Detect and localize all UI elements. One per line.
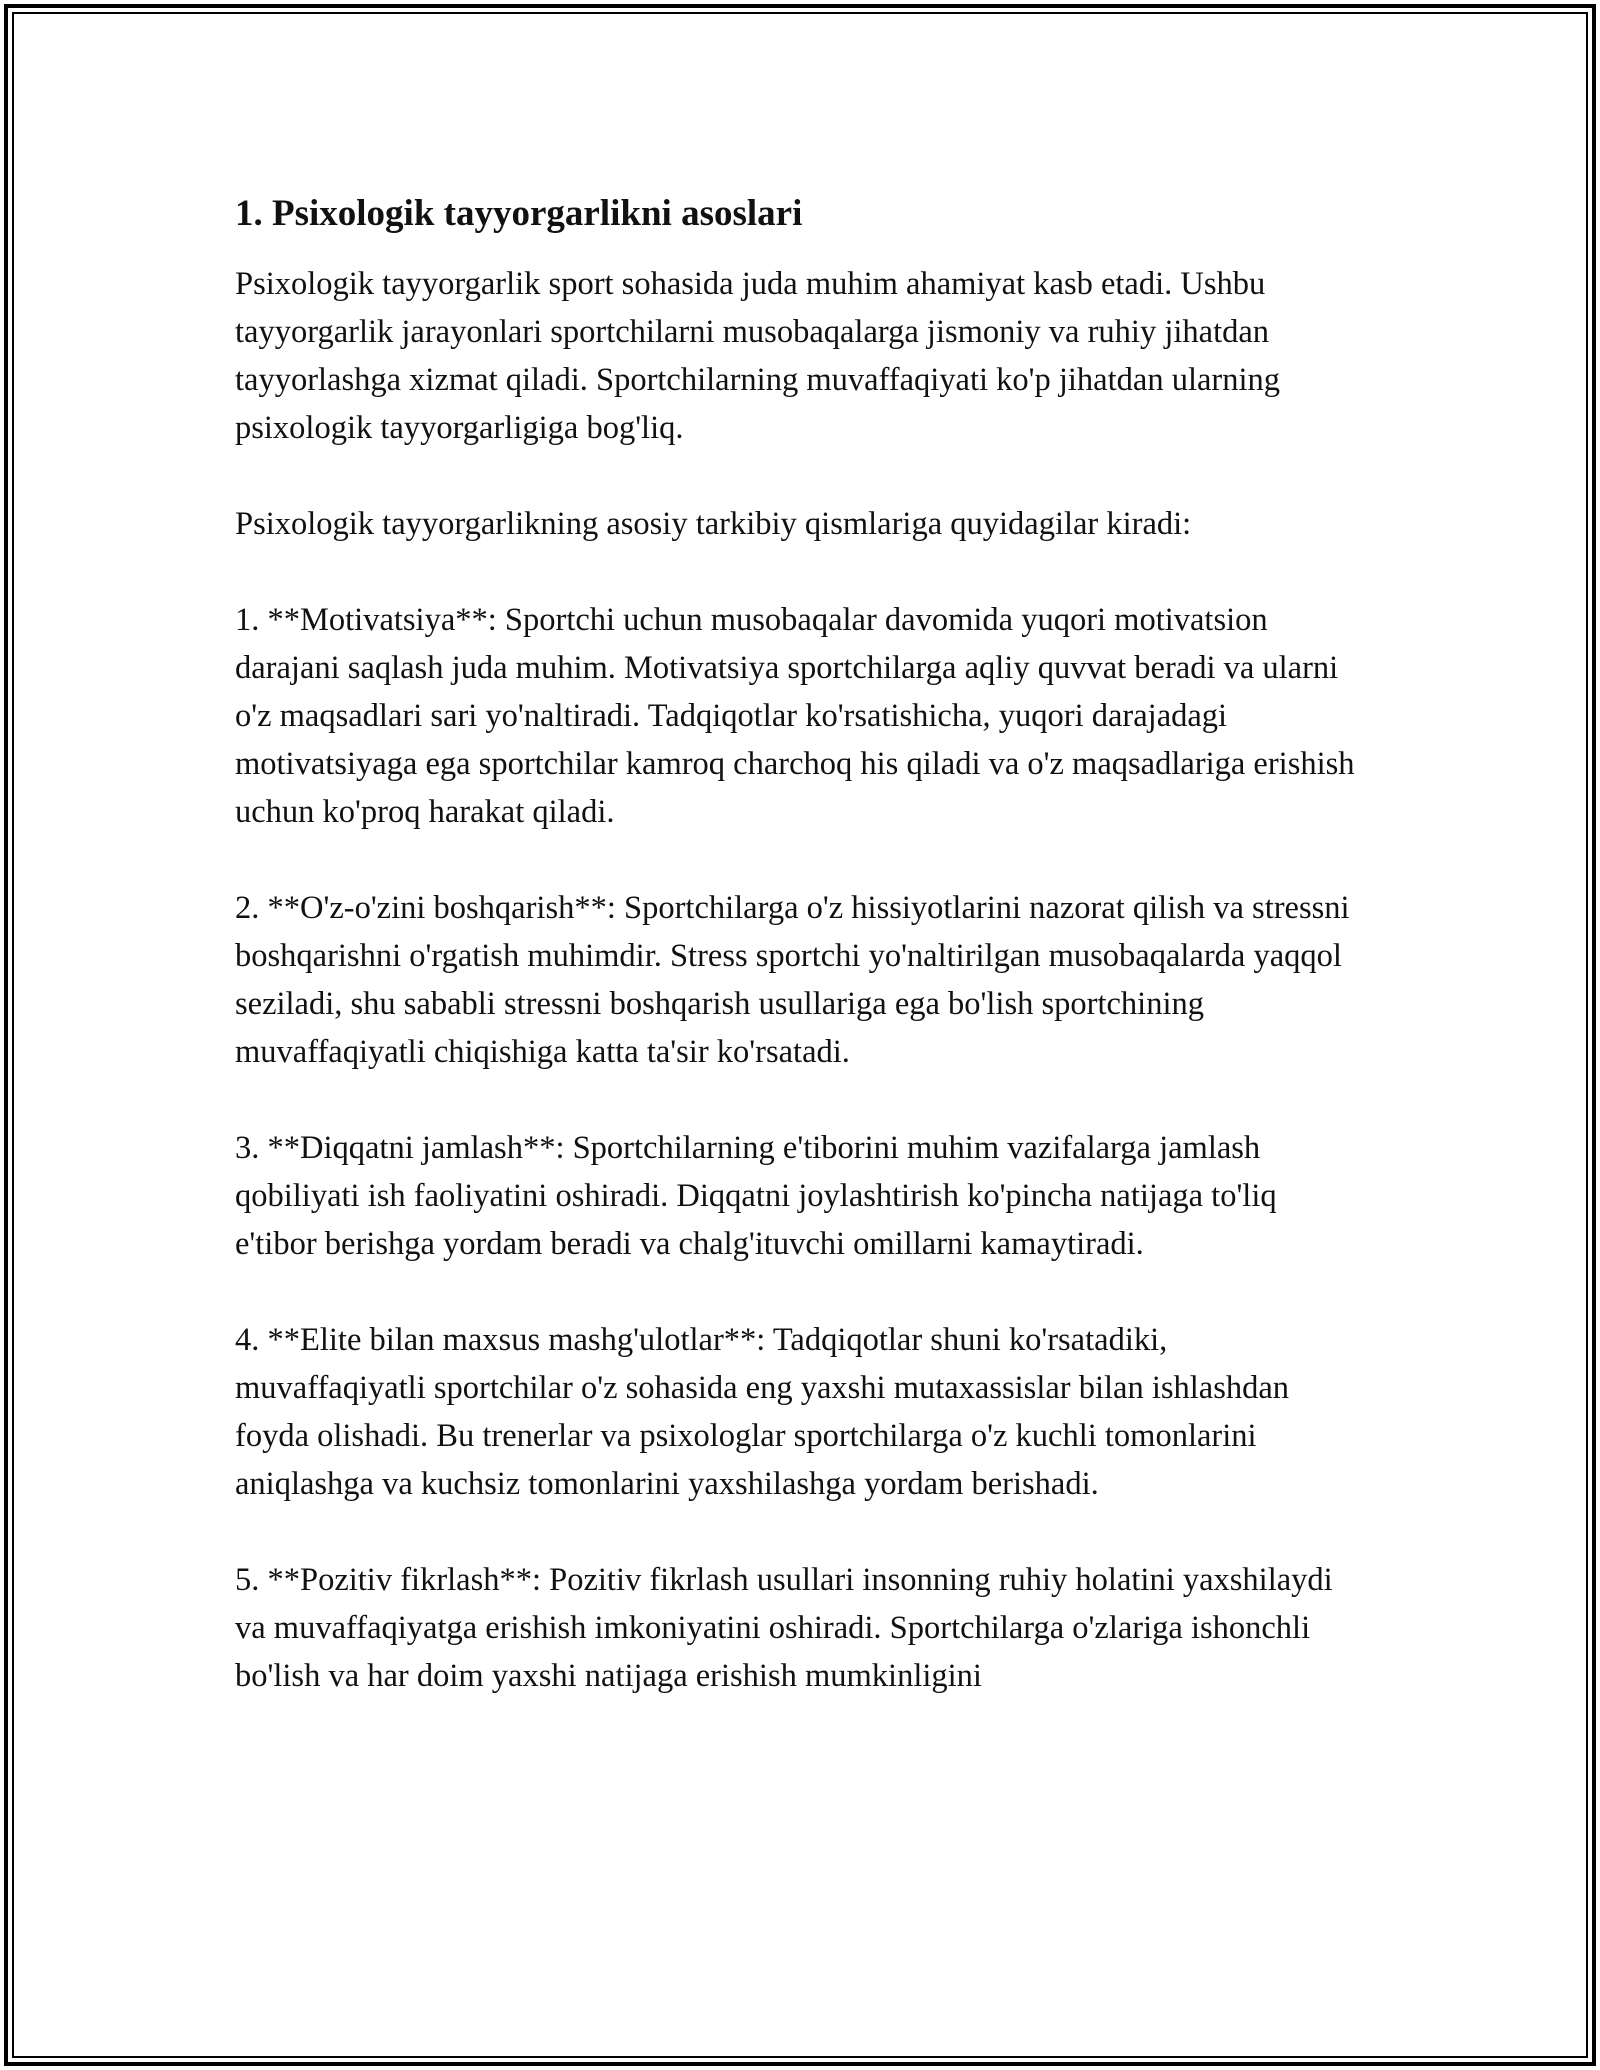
intro-paragraph: Psixologik tayyorgarlik sport sohasida juda muhim ahamiyat kasb etadi. Ushbu tayyorgarlik jarayonlari sportchilarni musobaqalarga jismoniy va ruhiy jihatdan tayyorlashga xizmat qiladi. Sportchilarning muvaffaqiyati ko'p jihatdan ularning psixologik tayyorgarligiga bog'liq.: [235, 266, 1280, 446]
document-body: [235, 190, 1365, 1748]
item-elite-training-paragraph: 4. **Elite bilan maxsus mashg'ulotlar**: Tadqiqotlar shuni ko'rsatadiki, muvaffaqiyatli sportchilar o'z sohasida eng yaxshi mutaxassislar bilan ishlashdan foyda olishadi. Bu trenerlar va psixologlar sportchilarga o'z kuchli tomonlarini aniqlashga va kuchsiz tomonlarini yaxshilashga yordam berishadi.: [235, 1322, 1290, 1502]
item-self-control-paragraph: 2. **O'z-o'zini boshqarish**: Sportchilarga o'z hissiyotlarini nazorat qilish va stressni boshqarishni o'rgatish muhimdir. Stress sportchi yo'naltirilgan musobaqalarda yaqqol seziladi, shu sababli stressni boshqarish usullariga ega bo'lish sportchining muvaffaqiyatli chiqishiga katta ta'sir ko'rsatadi.: [235, 890, 1350, 1070]
item-positive-thinking-paragraph: 5. **Pozitiv fikrlash**: Pozitiv fikrlash usullari insonning ruhiy holatini yaxshilaydi va muvaffaqiyatga erishish imkoniyatini oshiradi. Sportchilarga o'zlariga ishonchli bo'lish va har doim yaxshi natijaga erishish mumkinligini: [235, 1562, 1333, 1694]
item-motivation-paragraph: 1. **Motivatsiya**: Sportchi uchun musobaqalar davomida yuqori motivatsion darajani saqlash juda muhim. Motivatsiya sportchilarga aqliy quvvat beradi va ularni o'z maqsadlari sari yo'naltiradi. Tadqiqotlar ko'rsatishicha, yuqori darajadagi motivatsiyaga ega sportchilar kamroq charchoq his qiladi va o'z maqsadlariga erishish uchun ko'proq harakat qiladi.: [235, 602, 1355, 830]
item-concentration-paragraph: 3. **Diqqatni jamlash**: Sportchilarning e'tiborini muhim vazifalarga jamlash qobiliyati ish faoliyatini oshiradi. Diqqatni joylashtirish ko'pincha natijaga to'liq e'tibor berishga yordam beradi va chalg'ituvchi omillarni kamaytiradi.: [235, 1130, 1277, 1262]
section-heading: 1. Psixologik tayyorgarlikni asoslari: [235, 193, 803, 234]
components-lead-paragraph: Psixologik tayyorgarlikning asosiy tarkibiy qismlariga quyidagilar kiradi:: [235, 506, 1192, 542]
